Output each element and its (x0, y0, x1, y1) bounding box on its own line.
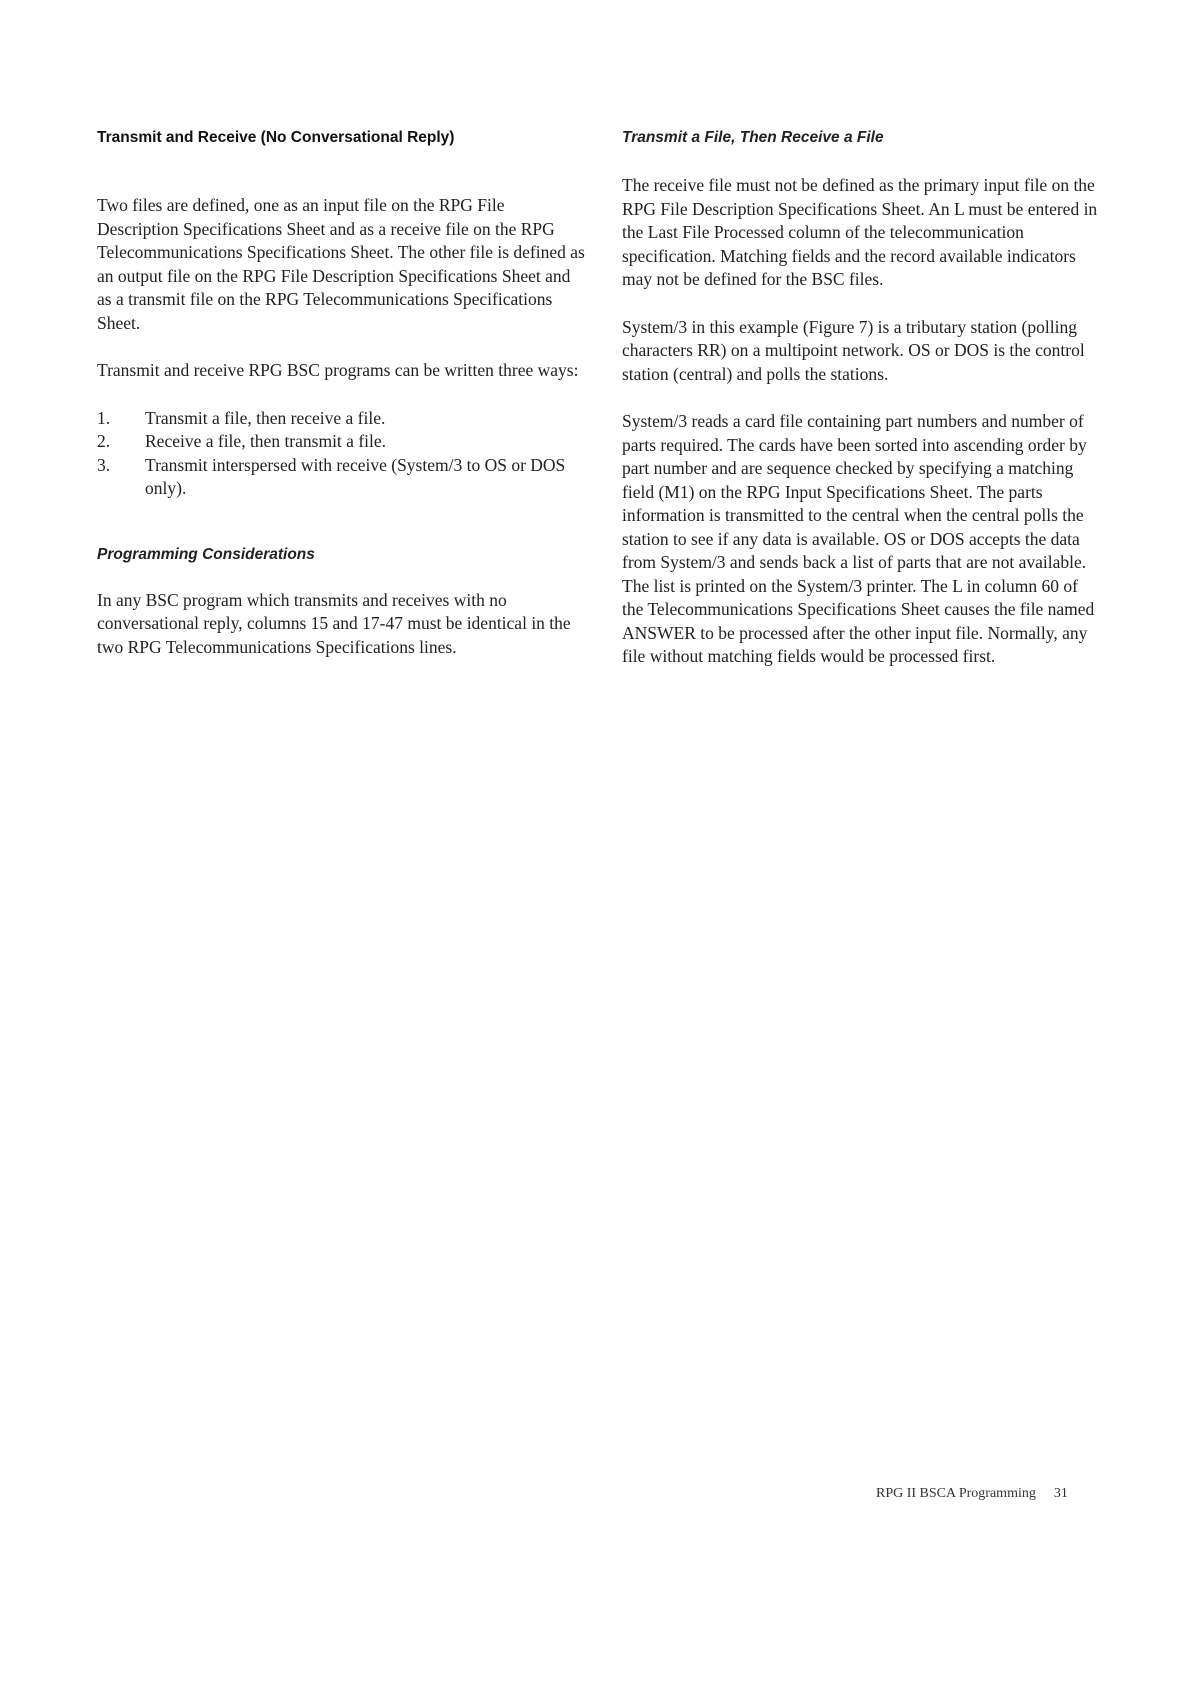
card-file-paragraph: System/3 reads a card file containing part numbers and number of parts required. The cards have been sorted into ascending order by part number and are sequence checked by specifying a matching field (M1) on the RPG Input Specifications Sheet. The parts information is transmitted to the central when the central polls the station to see if any data is available. OS or DOS accepts the data from System/3 and sends back a list of parts that are not available. The list is printed on the System/3 printer. The L in column 60 of the Telecommunications Specifications Sheet causes the file named ANSWER to be processed after the other input file. Normally, any file without matching fields would be processed first. (622, 411, 1095, 666)
list-item-number: 2. (97, 431, 111, 451)
intro-paragraph: Two files are defined, one as an input file on the RPG File Description Specifications Sheet and as a receive file on the RPG Telecommunications Specifications Sheet. The other file is defined as an output file on the RPG File Description Specifications Sheet and as a transmit file on the RPG Telecommunications Specifications Sheet. (97, 195, 585, 333)
right-column (622, 128, 1102, 669)
receive-file-paragraph: The receive file must not be defined as the primary input file on the RPG File Description Specifications Sheet. An L must be entered in the Last File Processed column of the telecommunication specification. Matching fields and the record available indicators may not be defined for the BSC files. (622, 175, 1098, 289)
subsection-heading: Transmit a File, Then Receive a File (622, 129, 884, 146)
section-heading: Transmit and Receive (No Conversational Reply) (97, 129, 455, 146)
list-item (97, 454, 587, 501)
list-item (97, 430, 587, 454)
list-item-text: Transmit interspersed with receive (System/3 to OS or DOS only). (145, 454, 566, 498)
list-item-text: Receive a file, then transmit a file. (145, 431, 387, 451)
example-paragraph: System/3 in this example (Figure 7) is a tributary station (polling characters RR) on a multipoint network. OS or DOS is the control station (central) and polls the stations. (622, 316, 1085, 384)
ways-paragraph: Transmit and receive RPG BSC programs can be written three ways: (97, 360, 579, 380)
list-item-number: 3. (97, 454, 111, 475)
page-footer (876, 1486, 1068, 1502)
footer-title: RPG II BSCA Programming (876, 1486, 1036, 1501)
list-item-text: Transmit a file, then receive a file. (145, 407, 386, 428)
subsection-heading: Programming Considerations (97, 545, 315, 563)
list-item (97, 407, 587, 431)
list-item-number: 1. (97, 407, 111, 428)
ways-list (97, 407, 587, 501)
page-number: 31 (1053, 1486, 1068, 1501)
left-column (97, 128, 587, 659)
considerations-paragraph: In any BSC program which transmits and receives with no conversational reply, columns 15 and 17-47 must be identical in the two RPG Telecommunications Specifications lines. (97, 589, 571, 657)
